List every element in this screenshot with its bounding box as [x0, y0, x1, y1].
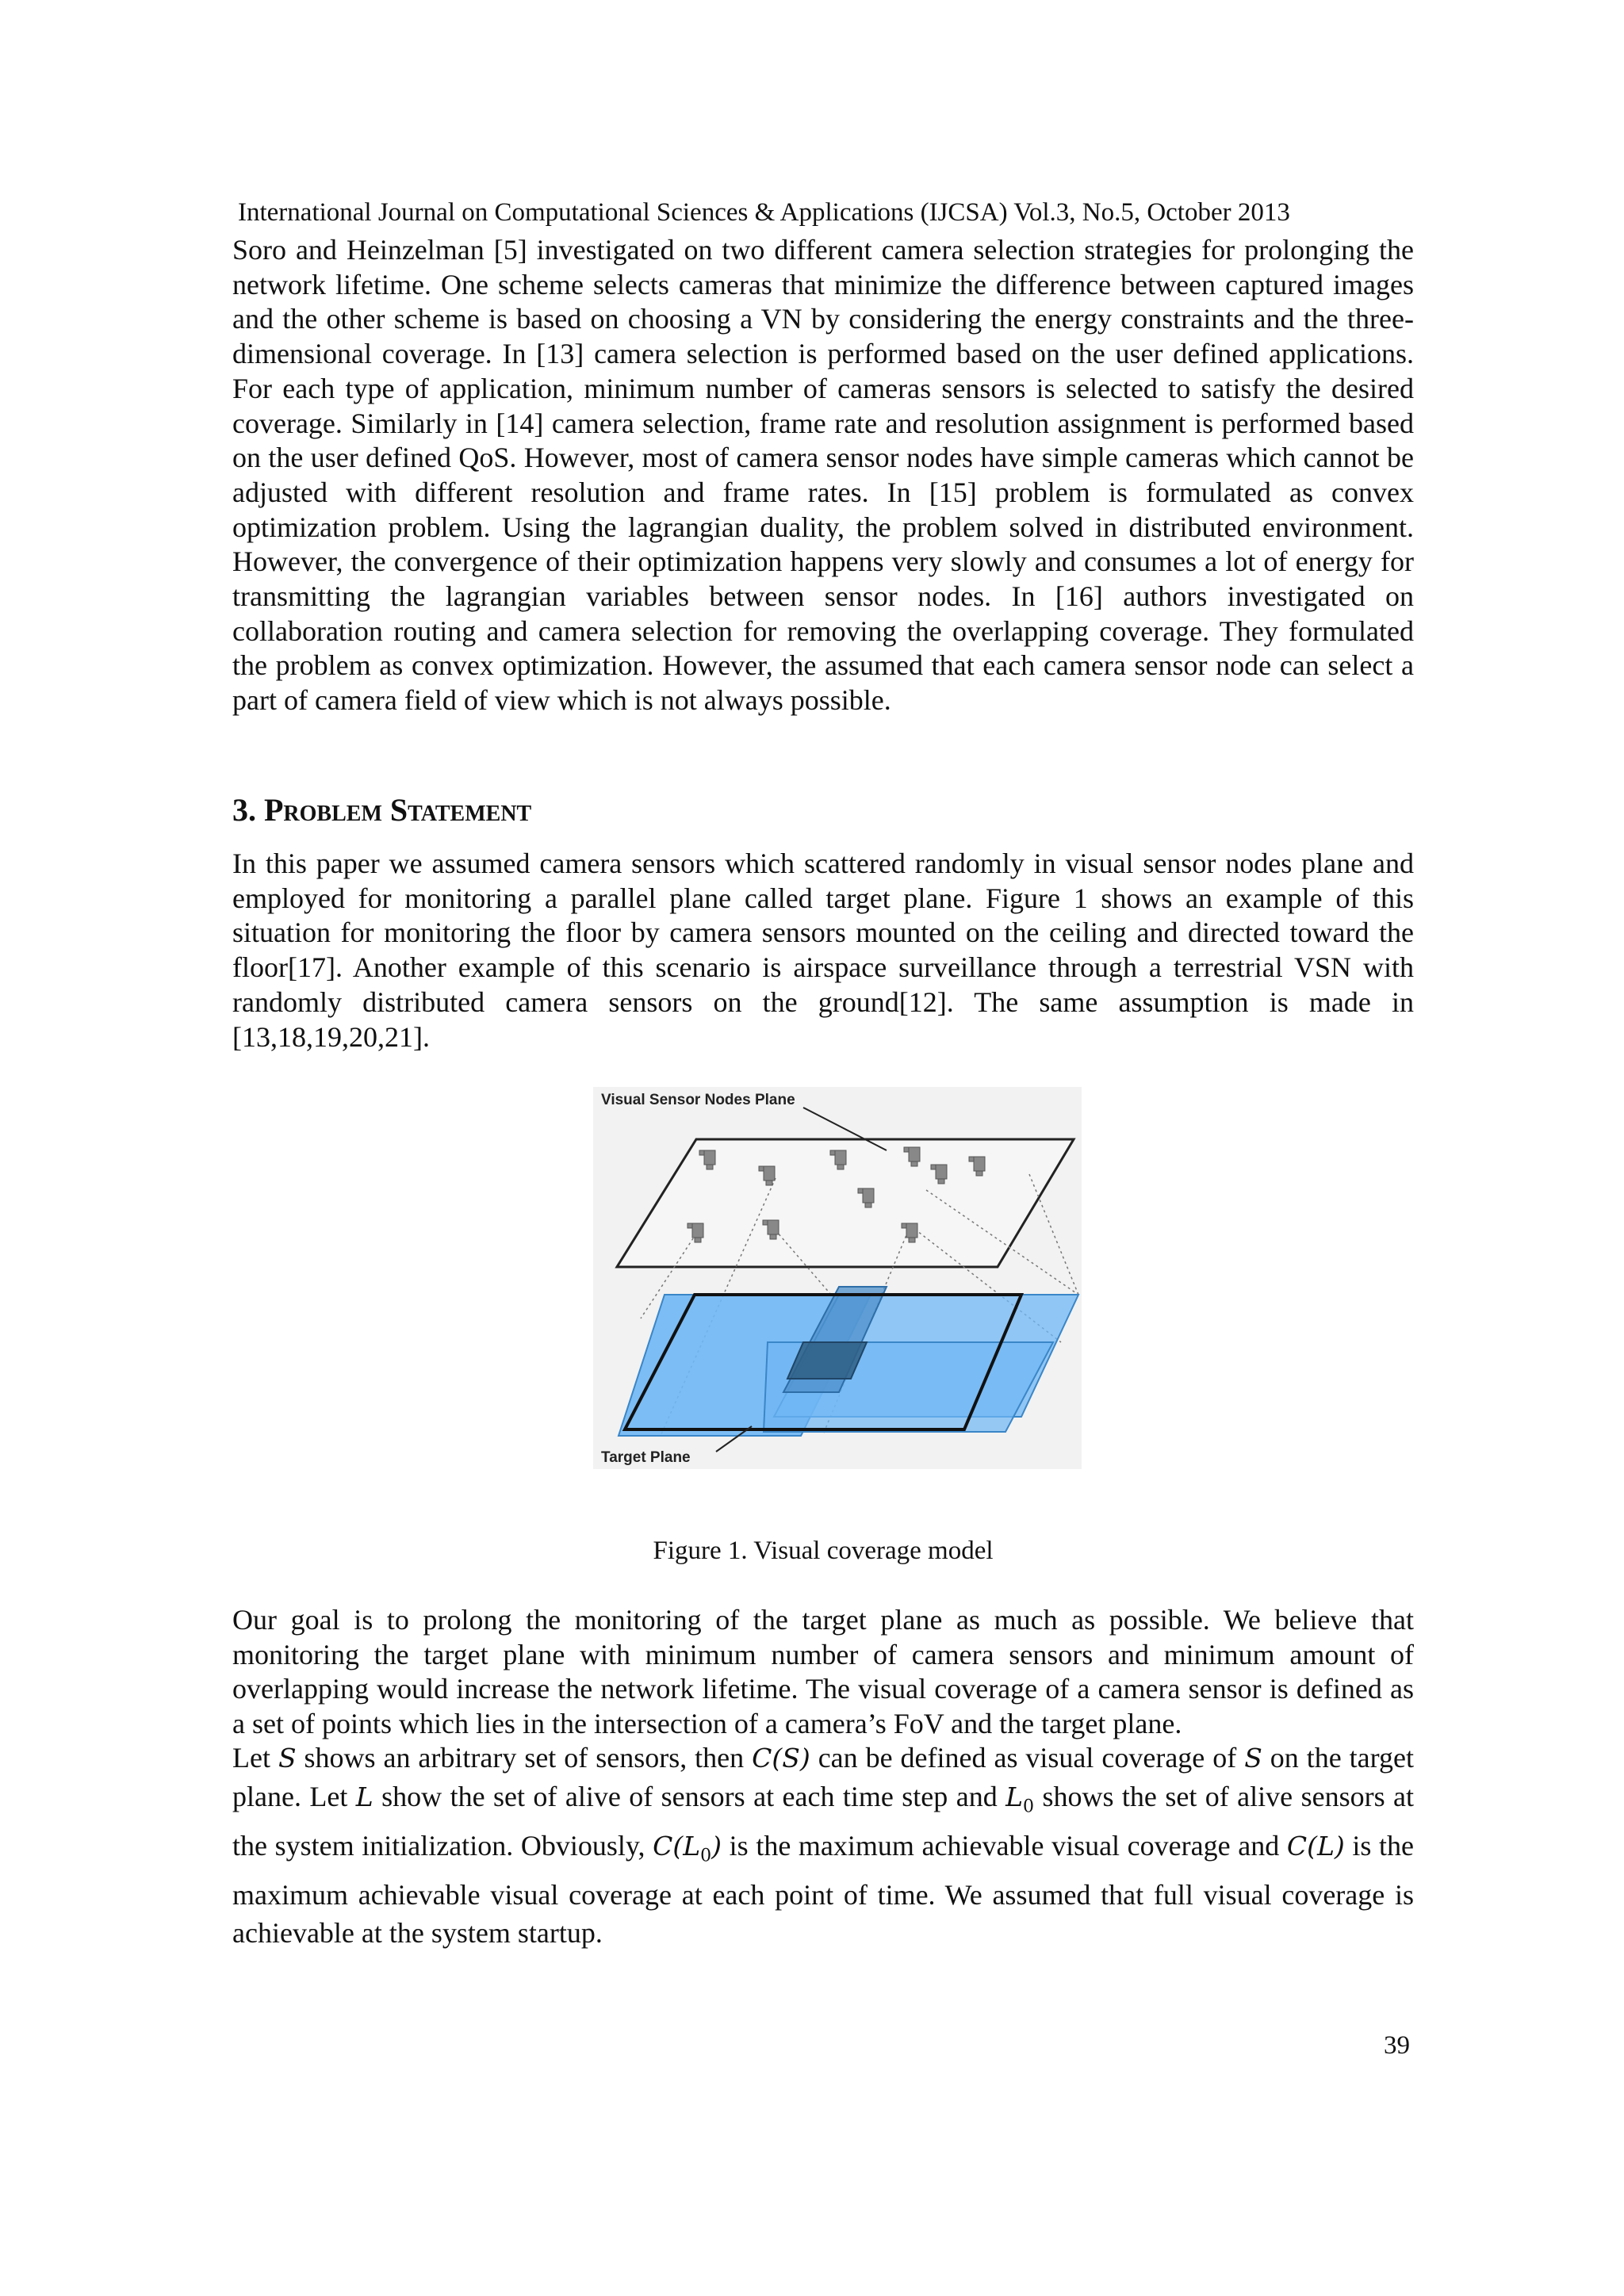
page-number: 39 — [1384, 2031, 1410, 2060]
paragraph-coverage-definition: Let S shows an arbitrary set of sensors, then C(S) can be defined as visual coverage of S on the target plane. Let L show the set of alive of sensors at each time step and $L_0$ shows the set of alive sensors at the system initialization. Obviously, $C(L_0)$ is the maximum achievable visual coverage and C(L) is the maximum achievable visual coverage at each point of time. We assumed that full visual coverage is achievable at the system startup. — [232, 1742, 1414, 1950]
target-plane-label: Target Plane — [601, 1449, 691, 1466]
sensor-plane-label: Visual Sensor Nodes Plane — [601, 1092, 795, 1108]
journal-header: International Journal on Computational Sciences & Applications (IJCSA) Vol.3, No.5, October 2013 — [238, 198, 1290, 227]
section-heading: 3. Problem Statement — [232, 792, 532, 828]
paragraph-related-work: Soro and Heinzelman [5] investigated on two different camera selection strategies for prolonging the network lifetime. One scheme selects cameras that minimize the difference between captured images and the other scheme is based on choosing a VN by considering the energy constraints and the three-dimensional coverage. In [13] camera selection is performed based on the user defined applications. For each type of application, minimum number of cameras sensors is selected to satisfy the desired coverage. Similarly in [14] camera selection, frame rate and resolution assignment is performed based on the user defined QoS. However, most of camera sensor nodes have simple cameras which cannot be adjusted with different resolution and frame rates. In [15] problem is formulated as convex optimization problem. Using the lagrangian duality, the problem solved in distributed environment. However, the convergence of their optimization happens very slowly and consumes a lot of energy for transmitting the lagrangian variables between sensor nodes. In [16] authors investigated on collaboration routing and camera selection for removing the overlapping coverage. They formulated the problem as convex optimization. However, the assumed that each camera sensor node can select a part of camera field of view which is not always possible. — [232, 234, 1414, 717]
paragraph-goal: Our goal is to prolong the monitoring of the target plane as much as possible. We believe that monitoring the target plane with minimum number of camera sensors and minimum amount of overlapping would increase the network lifetime. The visual coverage of a camera sensor is defined as a set of points which lies in the intersection of a camera’s FoV and the target plane. — [232, 1604, 1414, 1740]
paragraph-problem-intro: In this paper we assumed camera sensors which scattered randomly in visual sensor nodes plane and employed for monitoring a parallel plane called target plane. Figure 1 shows an example of this situation for monitoring the floor by camera sensors mounted on the ceiling and directed toward the floor[17]. Another example of this scenario is airspace surveillance through a terrestrial VSN with randomly distributed camera sensors on the ground[12]. The same assumption is made in [13,18,19,20,21]. — [232, 848, 1414, 1053]
figure-visual-coverage-model — [593, 1087, 1082, 1469]
figure-caption: Figure 1. Visual coverage model — [653, 1536, 994, 1565]
